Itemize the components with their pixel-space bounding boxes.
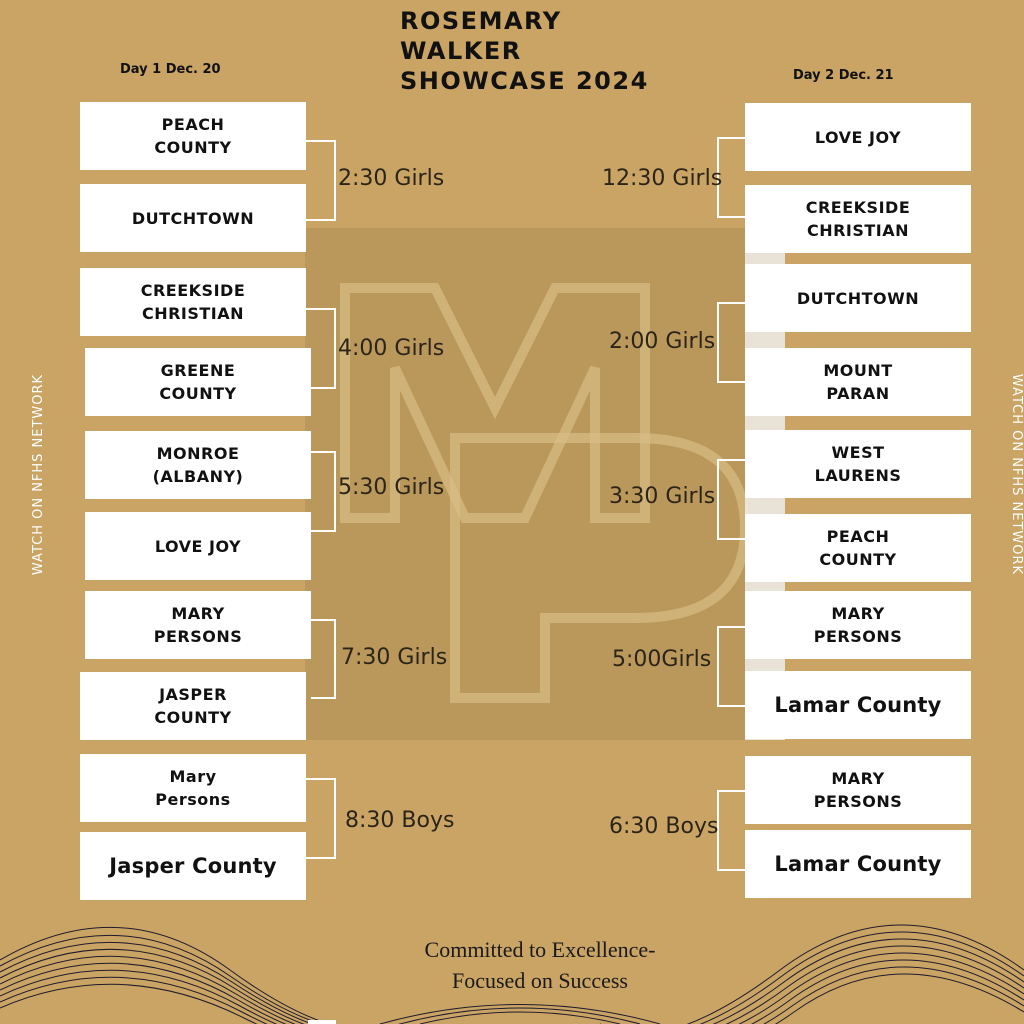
- bracket-day1-game1: [306, 140, 336, 221]
- motto-line-2: Focused on Success: [452, 968, 628, 993]
- day2-game1-team1: LOVE JOY: [745, 103, 971, 171]
- bracket-day1-game3: [311, 451, 336, 532]
- motto: [340, 934, 740, 996]
- day2-game4-team1: MARY PERSONS: [745, 591, 971, 659]
- bracket-day2-game4: [717, 626, 747, 707]
- day2-game2-team1: DUTCHTOWN: [745, 264, 971, 332]
- title-line-2: WALKER: [400, 37, 522, 65]
- bracket-day2-game2: [717, 302, 747, 383]
- day2-game3-team1: WEST LAURENS: [745, 430, 971, 498]
- day1-game5-time: 8:30 Boys: [345, 808, 455, 833]
- day2-label: Day 2 Dec. 21: [793, 68, 894, 83]
- bracket-day1-game5: [306, 778, 336, 859]
- day2-game5-team1: MARY PERSONS: [745, 756, 971, 824]
- day1-game5-team1: Mary Persons: [80, 754, 306, 822]
- day2-game5-team2: Lamar County: [745, 830, 971, 898]
- day1-game4-team2: JASPER COUNTY: [80, 672, 306, 740]
- day1-game5-team2: Jasper County: [80, 832, 306, 900]
- day2-game3-time: 3:30 Girls: [609, 484, 716, 509]
- day2-game1-team2: CREEKSIDE CHRISTIAN: [745, 185, 971, 253]
- day2-game5-time: 6:30 Boys: [609, 814, 719, 839]
- motto-line-1: Committed to Excellence-: [424, 937, 656, 962]
- watch-nfhs-left: WATCH ON NFHS NETWORK: [31, 373, 47, 576]
- watch-nfhs-right: WATCH ON NFHS NETWORK: [1009, 373, 1024, 576]
- day1-game1-time: 2:30 Girls: [338, 166, 445, 191]
- title-line-3: SHOWCASE 2024: [400, 67, 649, 95]
- day1-game4-time: 7:30 Girls: [341, 645, 448, 670]
- day1-game1-team1: PEACH COUNTY: [80, 102, 306, 170]
- day2-game3-team2: PEACH COUNTY: [745, 514, 971, 582]
- day2-game4-team2: Lamar County: [745, 671, 971, 739]
- title-line-1: ROSEMARY: [400, 7, 562, 35]
- day2-game2-time: 2:00 Girls: [609, 329, 716, 354]
- day1-game2-time: 4:00 Girls: [338, 336, 445, 361]
- bracket-day2-game3: [717, 459, 747, 540]
- day2-game4-time: 5:00Girls: [612, 647, 712, 672]
- day1-game2-team2: GREENE COUNTY: [85, 348, 311, 416]
- day1-game1-team2: DUTCHTOWN: [80, 184, 306, 252]
- day2-game2-team2: MOUNT PARAN: [745, 348, 971, 416]
- day1-game3-team2: LOVE JOY: [85, 512, 311, 580]
- day1-game3-team1: MONROE (ALBANY): [85, 431, 311, 499]
- day1-label: Day 1 Dec. 20: [120, 62, 221, 77]
- bracket-day2-game5: [717, 790, 747, 871]
- day2-game1-time: 12:30 Girls: [602, 166, 723, 191]
- event-title: [400, 6, 649, 96]
- day1-game3-time: 5:30 Girls: [338, 475, 445, 500]
- day1-game4-team1: MARY PERSONS: [85, 591, 311, 659]
- day1-game2-team1: CREEKSIDE CHRISTIAN: [80, 268, 306, 336]
- bracket-day1-game4: [311, 619, 336, 699]
